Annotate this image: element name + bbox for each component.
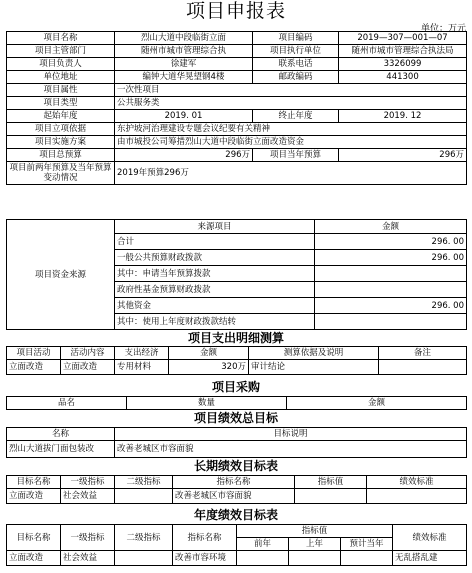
funds-amount: [315, 314, 467, 330]
long-term-table: [6, 475, 467, 504]
expense-title: 项目支出明细测算: [187, 331, 284, 345]
project-leader: 徐建军: [115, 58, 253, 71]
attr-label: 项目属性: [7, 84, 115, 97]
year-budget: 296万: [339, 149, 467, 162]
an-header: 指标值: [237, 525, 393, 538]
expense-header: 项目活动: [7, 347, 61, 360]
expense-header: 金额: [169, 347, 249, 360]
an-header: 一级指标: [61, 525, 115, 551]
expense-header: 测算依据及说明: [249, 347, 379, 360]
total-budget: 296万: [115, 149, 253, 162]
an-cell: [341, 551, 393, 566]
expense-header: 备注: [379, 347, 467, 360]
perf-total-title: 项目绩效总目标: [193, 411, 278, 425]
project-dept: 随州市城市管理综合执: [115, 45, 253, 58]
funds-amount: 296. 00: [315, 298, 467, 314]
lt-header: 一级指标: [61, 476, 115, 489]
expense-cell: 专用材料: [115, 360, 169, 375]
plan-label: 项目实施方案: [7, 136, 115, 149]
lt-cell: 社会效益: [61, 489, 115, 504]
leader-label: 项目负责人: [7, 58, 115, 71]
year-budget-label: 项目当年预算: [253, 149, 339, 162]
prev-budget: 2019年预算296万: [115, 162, 467, 185]
an-cell: 无乱搭乱建: [393, 551, 467, 566]
funds-amount: 296. 00: [315, 250, 467, 266]
funds-row: 其中：使用上年度财政拨款结转: [115, 314, 315, 330]
dept-label: 项目主管部门: [7, 45, 115, 58]
perf-header: 目标说明: [115, 428, 467, 441]
addr-label: 单位地址: [7, 71, 115, 84]
project-basis: 东护坡河治理建设专题会议纪要有关精神: [115, 123, 467, 136]
project-type: 公共服务类: [115, 97, 467, 110]
end-label: 终止年度: [253, 110, 339, 123]
purchase-title: 项目采购: [211, 380, 260, 394]
project-code: 2019—307—001—07: [339, 32, 467, 45]
lt-header: 目标名称: [7, 476, 61, 489]
perf-cell: 改善老城区市容面貌: [115, 441, 467, 458]
project-name: 烈山大道中段临街立面: [115, 32, 253, 45]
purchase-header: 数量: [127, 397, 287, 410]
funds-row: 其他资金: [115, 298, 315, 314]
funds-amount: [315, 266, 467, 282]
expense-cell: 立面改造: [7, 360, 61, 375]
funds-row: 其中：申请当年预算拨款: [115, 266, 315, 282]
start-year: 2019. 01: [115, 110, 253, 123]
funds-amount: [315, 282, 467, 298]
expense-header: 活动内容: [61, 347, 115, 360]
an-cell: 社会效益: [61, 551, 115, 566]
perf-total-table: [6, 427, 467, 458]
funds-table: [6, 219, 467, 330]
expense-cell: 立面改造: [61, 360, 115, 375]
expense-header: 支出经济: [115, 347, 169, 360]
funds-label: 项目资金来源: [7, 220, 115, 330]
an-cell: [237, 551, 289, 566]
an-header: 目标名称: [7, 525, 61, 551]
an-subheader: 预计当年: [341, 538, 393, 551]
an-header: 指标名称: [173, 525, 237, 551]
purchase-table: [6, 396, 467, 410]
long-term-title: 长期绩效目标表: [193, 459, 278, 473]
type-label: 项目类型: [7, 97, 115, 110]
an-cell: [115, 551, 173, 566]
address: 编钟大道华晃望钢4楼: [115, 71, 253, 84]
annual-table: [6, 524, 467, 566]
perf-cell: 烈山大道拔门面包装改: [7, 441, 115, 458]
an-subheader: 上年: [289, 538, 341, 551]
an-header: 二级指标: [115, 525, 173, 551]
lt-header: 指标值: [295, 476, 367, 489]
phone-label: 联系电话: [253, 58, 339, 71]
an-subheader: 前年: [237, 538, 289, 551]
exec-label: 项目执行单位: [253, 45, 339, 58]
an-cell: 改善市容环境: [173, 551, 237, 566]
prev-label: 项目前两年预算及当年预算变动情况: [7, 162, 115, 185]
expense-cell: 审计结论: [249, 360, 379, 375]
name-label: 项目名称: [7, 32, 115, 45]
an-cell: 立面改造: [7, 551, 61, 566]
project-exec: 随州市城市管理综合执法局: [339, 45, 467, 58]
lt-cell: 立面改造: [7, 489, 61, 504]
expense-cell: [379, 360, 467, 375]
code-label: 项目编码: [253, 32, 339, 45]
page-title: 项目申报表: [185, 0, 286, 22]
unit-label: 单位：万元: [420, 24, 466, 34]
funds-col-amount: 金额: [315, 220, 467, 234]
expense-cell: 320万: [169, 360, 249, 375]
lt-cell: 改善老城区市容面貌: [173, 489, 295, 504]
zip: 441300: [339, 71, 467, 84]
lt-cell: [115, 489, 173, 504]
zip-label: 邮政编码: [253, 71, 339, 84]
lt-header: 绩效标准: [367, 476, 467, 489]
project-plan: 由市城投公司筹措烈山大道中段临街立面改造资金: [115, 136, 467, 149]
an-header: 绩效标准: [393, 525, 467, 551]
end-year: 2019. 12: [339, 110, 467, 123]
lt-header: 指标名称: [173, 476, 295, 489]
an-cell: [289, 551, 341, 566]
project-attr: 一次性项目: [115, 84, 467, 97]
lt-cell: [295, 489, 367, 504]
lt-header: 二级指标: [115, 476, 173, 489]
start-label: 起始年度: [7, 110, 115, 123]
project-info-table: [6, 31, 467, 185]
purchase-header: 品名: [7, 397, 127, 410]
budget-label: 项目总预算: [7, 149, 115, 162]
annual-title: 年度绩效目标表: [193, 508, 278, 522]
funds-row: 合计: [115, 234, 315, 250]
funds-col-source: 来源项目: [115, 220, 315, 234]
basis-label: 项目立项依据: [7, 123, 115, 136]
purchase-header: 金额: [287, 397, 467, 410]
perf-header: 名称: [7, 428, 115, 441]
funds-row: 政府性基金预算财政拨款: [115, 282, 315, 298]
lt-cell: [367, 489, 467, 504]
phone: 3326099: [339, 58, 467, 71]
funds-amount: 296. 00: [315, 234, 467, 250]
funds-row: 一般公共预算财政拨款: [115, 250, 315, 266]
expense-table: [6, 346, 467, 375]
